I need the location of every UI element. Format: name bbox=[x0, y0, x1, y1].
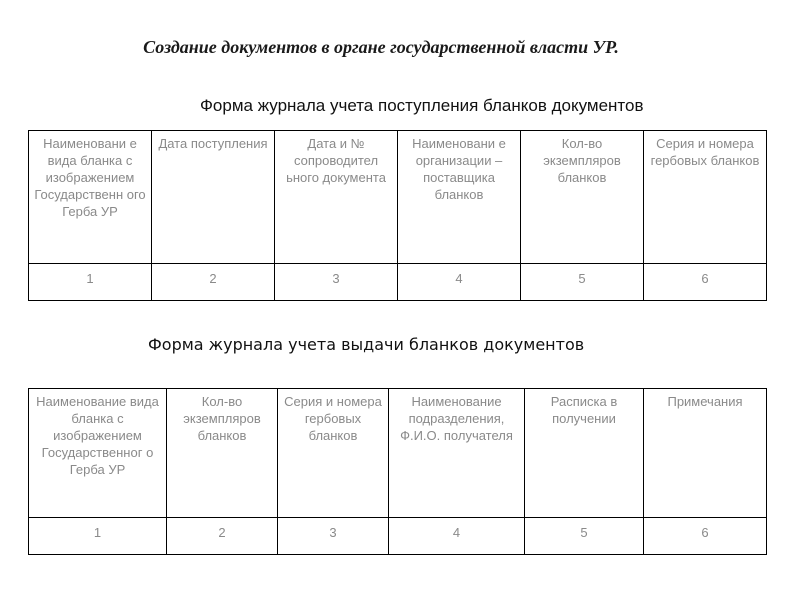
column-header: Серия и номера гербовых бланков bbox=[644, 131, 767, 264]
column-number-row bbox=[29, 264, 767, 301]
column-number-row bbox=[29, 518, 767, 555]
column-header: Кол-во экземпляров бланков bbox=[521, 131, 644, 264]
receipt-journal-heading: Форма журнала учета поступления бланков документов bbox=[200, 96, 644, 115]
issue-journal-table bbox=[28, 388, 767, 555]
slide-title: Создание документов в органе государственной власти УР. bbox=[143, 37, 619, 57]
issue-journal-heading: Форма журнала учета выдачи бланков документов bbox=[148, 335, 585, 354]
column-number: 2 bbox=[167, 518, 278, 555]
column-header: Наименовани е организации – поставщика бланков bbox=[398, 131, 521, 264]
column-number: 4 bbox=[389, 518, 525, 555]
table-header-row bbox=[29, 389, 767, 518]
receipt-journal-table bbox=[28, 130, 767, 301]
column-number: 2 bbox=[152, 264, 275, 301]
column-number: 6 bbox=[644, 518, 767, 555]
column-number: 6 bbox=[644, 264, 767, 301]
column-number: 1 bbox=[29, 518, 167, 555]
column-header: Дата и № сопроводител ьного документа bbox=[275, 131, 398, 264]
column-number: 4 bbox=[398, 264, 521, 301]
column-number: 5 bbox=[521, 264, 644, 301]
column-header: Наименовани е вида бланка с изображением Государственн ого Герба УР bbox=[29, 131, 152, 264]
column-header: Расписка в получении bbox=[525, 389, 644, 518]
column-header: Кол-во экземпляров бланков bbox=[167, 389, 278, 518]
column-header: Примечания bbox=[644, 389, 767, 518]
column-header: Наименование вида бланка с изображением Государственног о Герба УР bbox=[29, 389, 167, 518]
column-number: 3 bbox=[275, 264, 398, 301]
table-header-row bbox=[29, 131, 767, 264]
column-number: 5 bbox=[525, 518, 644, 555]
column-number: 1 bbox=[29, 264, 152, 301]
column-header: Наименование подразделения, Ф.И.О. получателя bbox=[389, 389, 525, 518]
column-header: Серия и номера гербовых бланков bbox=[278, 389, 389, 518]
column-header: Дата поступления bbox=[152, 131, 275, 264]
column-number: 3 bbox=[278, 518, 389, 555]
